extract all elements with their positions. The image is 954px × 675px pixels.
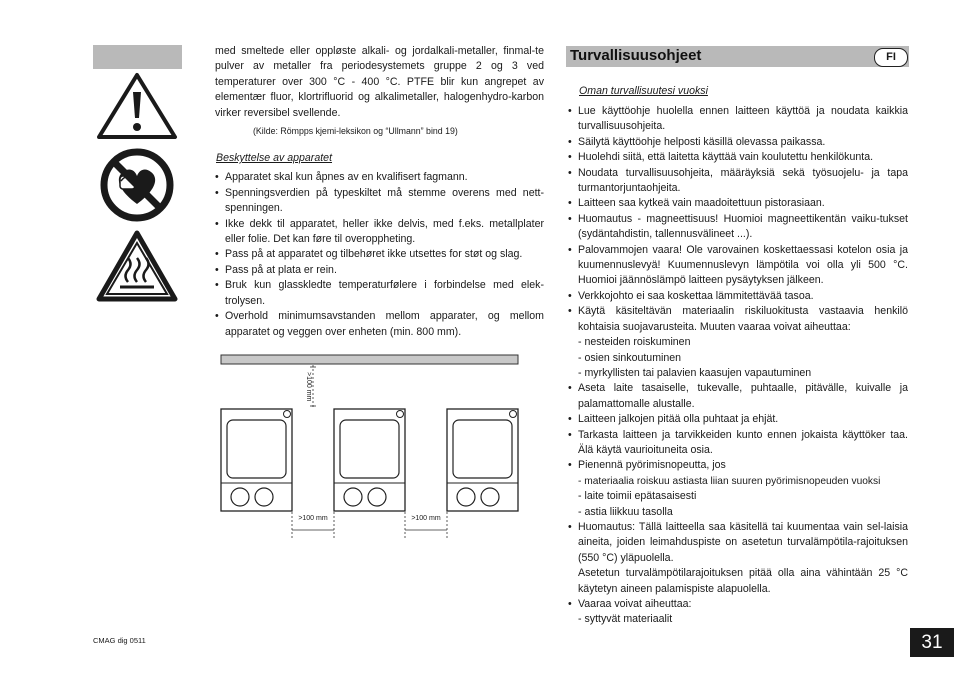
list-item: • Laitteen jalkojen pitää olla puhtaat ja ehjät. [568, 413, 779, 426]
dash-item: - syttyvät materiaalit [578, 613, 673, 626]
right-subheading: Oman turvallisuutesi vuoksi [579, 85, 708, 97]
dash-item: - laite toimii epätasaisesti [578, 490, 697, 503]
source-citation: (Kilde: Römpps kjemi-leksikon og “Ullmann” bind 19) [253, 126, 458, 137]
dimension-label-gap-1: >100 mm [298, 515, 328, 522]
list-item: • Käytä käsiteltävän materiaalin riskiluokitusta vastaavia henkilö kohtaisia suojavarusteita. Muuten vaaraa voivat aiheuttaa: [568, 305, 908, 333]
dash-item: - myrkyllisten tai palavien kaasujen vapautuminen [578, 366, 812, 379]
safety-note-list [568, 520, 908, 566]
right-text-column [568, 104, 908, 628]
list-item: • Apparatet skal kun åpnes av en kvalifisert fagmann. [215, 171, 468, 184]
list-item: • Noudata turvallisuusohjeita, määräyksiä sekä työsuojelu- ja tapa turmantorjuntaohjeita. [568, 166, 908, 195]
left-text-column [215, 44, 544, 340]
list-item: • Lue käyttöohje huolella ennen laitteen käyttöä ja noudata kaikkia turvallisuusohjeita. [568, 105, 908, 133]
section-subheading: Beskyttelse av apparatet [216, 152, 333, 165]
hazard-list [568, 597, 908, 612]
left-header-bar [93, 45, 182, 69]
list-item: • Overhold minimumsavstanden mellom apparater, og mellom apparatet og veggen over enheten (min. 800 mm). [215, 310, 544, 338]
list-item: • Huolehdi siitä, että laitetta käyttää vain koulutettu henkilökunta. [568, 151, 874, 164]
list-item: • Palovammojen vaara! Ole varovainen koskettaessasi kotelon osia ja kuumennuslevyä! Kuumennuslevyn lämpötila voi olla yli 500 °C. Huomioi jäännöslämpö laitteen pysäytyksen jälkeen. [568, 243, 908, 287]
language-badge: FI [874, 48, 908, 67]
list-item: • Huomautus - magneettisuus! Huomioi magneettikentän vaiku-tukset (sydäntahdistin, tallennusvälineet ...). [568, 212, 908, 241]
warning-triangle-icon [96, 72, 178, 140]
list-item: • Vaaraa voivat aiheuttaa: [568, 598, 692, 610]
hot-surface-icon [96, 230, 178, 302]
list-item: • Pass på at apparatet og tilbehøret ikke utsettes for støt og slag. [215, 248, 523, 261]
dimension-label-gap-2: >100 mm [411, 515, 441, 522]
list-item: • Säilytä käyttöohje helposti käsillä olevassa paikassa. [568, 135, 826, 148]
intro-paragraph: med smeltede eller oppløste alkali- og jordalkali-metaller, finmal-te pulver av metaller fra periodesystemets gruppe 2 og 3 ved temperaturer over 300 °C - 400 °C. PTFE blir kun angrepet av elementær fluor, klortrifluorid og alkalimetaller, halogenhydro-karbon virker reversibel svellende. [215, 45, 544, 119]
dimension-label-top: >100 mm [305, 372, 312, 402]
list-item: • Bruk kun glasskledte temperaturfølere i forbindelse med elek-trolysen. [215, 279, 544, 307]
list-item: • Huomautus: Tällä laitteella saa käsitellä tai kuumentaa vain sel-laisia aineita, joiden leimahduspiste on asetetun turvalämpötila-rajoituksen (550 °C) yläpuolella. [568, 520, 908, 564]
list-item: • Laitteen saa kytkeä vain maadoitettuun pistorasiaan. [568, 197, 825, 210]
section-heading: Turvallisuusohjeet [570, 47, 702, 64]
device-2 [334, 409, 405, 511]
note-continuation: Asetetun turvalämpötilarajoituksen pitää olla aina vähintään 25 °C käytetyn aineen palamispiste alapuolella. [578, 567, 908, 595]
list-item: • Ikke dekk til apparatet, heller ikke delvis, med f.eks. metallplater eller folie. Det kan føre til overoppheting. [215, 217, 544, 246]
document-code: CMAG dig 0511 [93, 636, 146, 645]
dash-item: - materiaalia roiskuu astiasta liian suuren pyörimisnopeuden vuoksi [578, 475, 881, 487]
spacing-diagram [218, 352, 523, 542]
page-number: 31 [910, 628, 954, 657]
device-3 [447, 409, 518, 511]
list-item: • Aseta laite tasaiselle, tukevalle, puhtaalle, pitävälle, kuivalle ja palamattomalle alustalle. [568, 382, 908, 410]
dash-item: - astia liikkuu tasolla [578, 505, 673, 518]
device-1 [221, 409, 292, 511]
list-item: • Tarkasta laitteen ja tarvikkeiden kunto ennen jokaista käyttöker taa. Älä käytä vaurioituneita osia. [568, 428, 908, 456]
no-pacemaker-icon [96, 148, 178, 222]
protection-list [215, 170, 544, 339]
dash-item: - nesteiden roiskuminen [578, 336, 691, 349]
safety-list [568, 104, 908, 335]
list-item: • Spenningsverdien på typeskiltet må stemme overens med nett-spenningen. [215, 186, 544, 215]
safety-list-continued [568, 381, 908, 473]
list-item: • Verkkojohto ei saa koskettaa lämmitettävää tasoa. [568, 289, 814, 302]
dash-item: - osien sinkoutuminen [578, 351, 682, 364]
list-item: • Pienennä pyörimisnopeutta, jos [568, 459, 726, 472]
list-item: • Pass på at plata er rein. [215, 263, 337, 276]
